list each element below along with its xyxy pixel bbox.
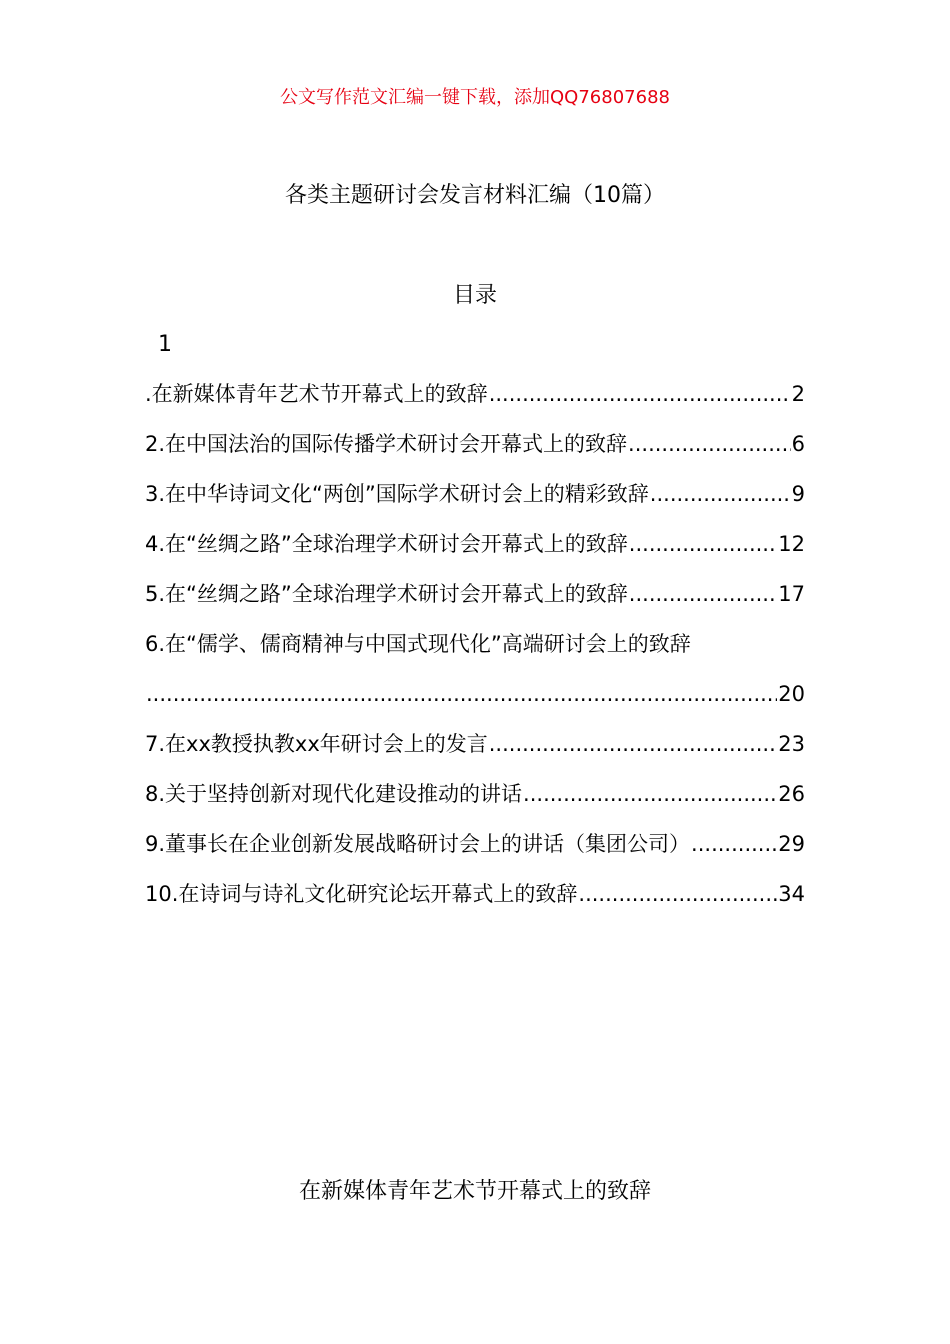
toc-entry-title: 9.董事长在企业创新发展战略研讨会上的讲话（集团公司） — [145, 832, 691, 856]
toc-entry[interactable] — [145, 779, 805, 809]
toc-lead-number: 1 — [158, 332, 172, 357]
table-of-contents — [145, 379, 805, 929]
toc-leader-dots — [650, 479, 791, 509]
toc-entry-continuation — [145, 679, 805, 709]
toc-entry[interactable] — [145, 629, 805, 709]
toc-entry-title: .在新媒体青年艺术节开幕式上的致辞 — [145, 382, 488, 406]
toc-entry[interactable] — [145, 429, 805, 459]
toc-entry-title: 4.在“丝绸之路”全球治理学术研讨会开幕式上的致辞 — [145, 532, 628, 556]
toc-entry-title: 2.在中国法治的国际传播学术研讨会开幕式上的致辞 — [145, 432, 628, 456]
toc-entry[interactable] — [145, 829, 805, 859]
toc-entry[interactable] — [145, 529, 805, 559]
toc-entry-page: 26 — [778, 782, 805, 806]
toc-entry[interactable] — [145, 379, 805, 409]
toc-heading: 目录 — [452, 283, 497, 308]
toc-entry-title: 5.在“丝绸之路”全球治理学术研讨会开幕式上的致辞 — [145, 582, 628, 606]
toc-entry-title: 3.在中华诗词文化“两创”国际学术研讨会上的精彩致辞 — [145, 482, 649, 506]
toc-entry[interactable] — [145, 879, 805, 909]
toc-entry-title: 8.关于坚持创新对现代化建设推动的讲话 — [145, 782, 523, 806]
toc-entry-page: 12 — [778, 532, 805, 556]
toc-entry-title: 10.在诗词与诗礼文化研究论坛开幕式上的致辞 — [145, 882, 578, 906]
toc-entry-page: 29 — [778, 832, 805, 856]
toc-entry-page: 2 — [791, 382, 805, 406]
toc-leader-dots — [629, 579, 777, 609]
document-title: 各类主题研讨会发言材料汇编（10篇） — [285, 183, 665, 208]
toc-entry[interactable] — [145, 729, 805, 759]
download-banner: 公文写作范文汇编一键下载，添加QQ76807688 — [280, 87, 670, 108]
toc-entry[interactable] — [145, 579, 805, 609]
toc-entry-page: 20 — [778, 682, 805, 706]
toc-entry-page: 17 — [778, 582, 805, 606]
toc-entry-page: 34 — [778, 882, 805, 906]
toc-leader-dots — [578, 879, 777, 909]
toc-leader-dots — [691, 829, 777, 859]
toc-entry[interactable] — [145, 479, 805, 509]
toc-entry-page: 6 — [791, 432, 805, 456]
toc-leader-dots — [523, 779, 777, 809]
toc-entry-page: 9 — [791, 482, 805, 506]
toc-leader-dots — [628, 429, 791, 459]
toc-entry-page: 23 — [778, 732, 805, 756]
toc-entry-title: 6.在“儒学、儒商精神与中国式现代化”高端研讨会上的致辞 — [145, 632, 691, 656]
toc-leader-dots — [489, 379, 791, 409]
toc-leader-dots — [489, 729, 778, 759]
toc-entry-title: 7.在xx教授执教xx年研讨会上的发言 — [145, 732, 488, 756]
toc-leader-dots — [146, 679, 777, 709]
toc-leader-dots — [629, 529, 777, 559]
section-title: 在新媒体青年艺术节开幕式上的致辞 — [298, 1179, 651, 1204]
